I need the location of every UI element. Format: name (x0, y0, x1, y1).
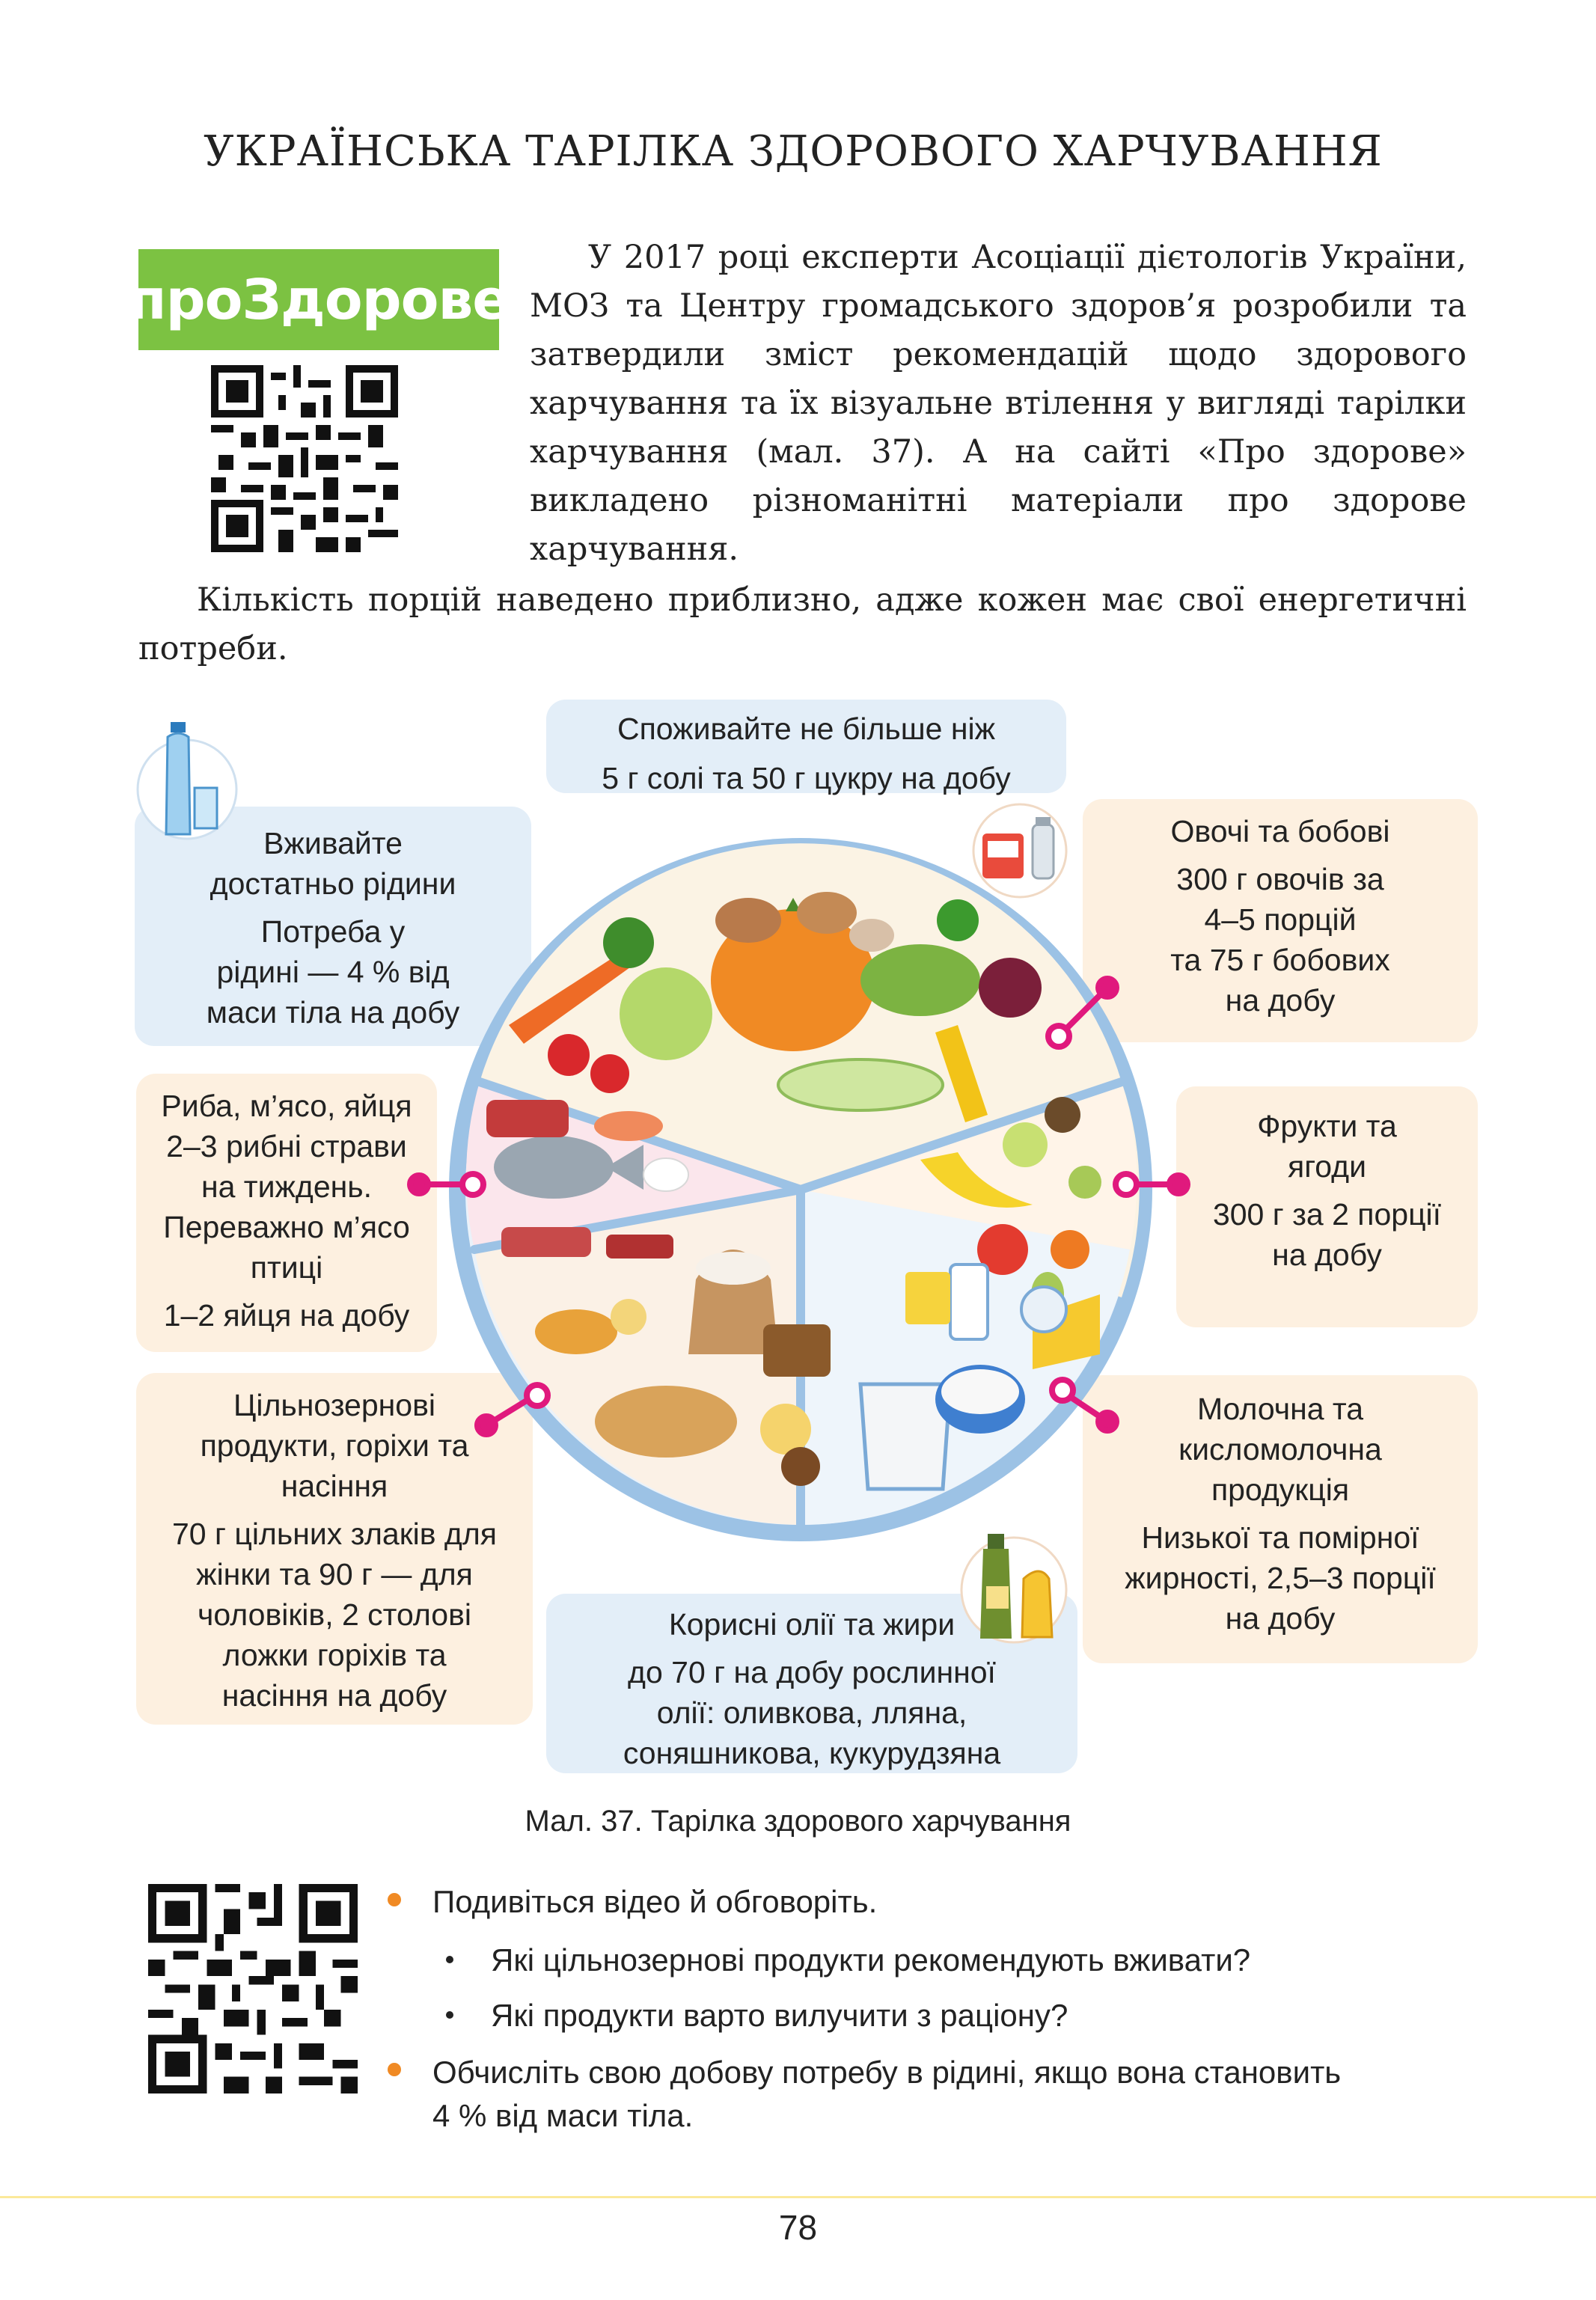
prozdorove-logo[interactable]: проЗдорове (138, 249, 499, 350)
question-1: Які цільнозернові продукти рекомендують вживати? (491, 1942, 1251, 1978)
fish-body-1: 2–3 рибні страви (166, 1129, 407, 1163)
oils-body-3: соняшникова, кукурудзяна (623, 1736, 1001, 1770)
task-bullet-dot (388, 1893, 401, 1906)
fish-body-4: птиці (250, 1250, 323, 1285)
question-2: Які продукти варто вилучити з раціону? (491, 1998, 1068, 2033)
dairy-body-1: Низької та помірної (1141, 1520, 1419, 1555)
liquid-body-3: маси тіла на добу (206, 995, 460, 1030)
salt-line-1: Споживайте не більше ніж (617, 712, 995, 746)
fruits-title-1: Фрукти та (1257, 1109, 1397, 1143)
dairy-title-1: Молочна та (1196, 1392, 1364, 1426)
grains-body-5: насіння на добу (221, 1678, 447, 1713)
grains-body-2: жінки та 90 г — для (196, 1557, 473, 1591)
grains-title-1: Цільнозернові (233, 1388, 435, 1422)
grains-body-3: чоловіків, 2 столові (198, 1597, 471, 1632)
fruits-title-2: ягоди (1288, 1149, 1366, 1184)
portions-note: Кількість порцій наведено приблизно, адже кожен має свої енергетичні потреби. (138, 581, 1467, 667)
liquid-body-2: рідині — 4 % від (216, 955, 450, 989)
task-watch: Подивіться відео й обговоріть. (432, 1884, 878, 1919)
fruits-body-2: на добу (1272, 1238, 1382, 1272)
footer-divider (0, 2196, 1596, 2198)
fish-body-2: на тиждень. (201, 1169, 373, 1204)
task-calc-line-2: 4 % від маси тіла. (432, 2098, 694, 2133)
vegetables-body-1: 300 г овочів за (1176, 862, 1384, 896)
page-number: 78 (778, 2208, 818, 2247)
fish-eggs: 1–2 яйця на добу (163, 1298, 410, 1333)
question-bullet (446, 2011, 453, 2019)
grains-body-1: 70 г цільних злаків для (172, 1517, 497, 1551)
grains-body-4: ложки горіхів та (222, 1638, 447, 1672)
video-qr-code-icon[interactable] (148, 1884, 358, 2093)
oils-title: Корисні олії та жири (668, 1607, 956, 1642)
salt-line-2: 5 г солі та 50 г цукру на добу (602, 761, 1011, 795)
fruits-body-1: 300 г за 2 порції (1212, 1197, 1442, 1232)
vegetables-body-3: та 75 г бобових (1170, 943, 1390, 977)
task-calc-line-1: Обчисліть свою добову потребу в рідині, якщо вона становить (432, 2055, 1342, 2090)
page-title: УКРАЇНСЬКА ТАРІЛКА ЗДОРОВОГО ХАРЧУВАННЯ (204, 127, 1383, 176)
dairy-body-3: на добу (1225, 1601, 1336, 1636)
liquid-title-1: Вживайте (263, 826, 403, 860)
oils-body-2: олії: оливкова, лляна, (656, 1695, 967, 1730)
fish-body-3: Переважно м’ясо (163, 1210, 410, 1244)
question-bullet (446, 1956, 453, 1963)
vegetables-body-2: 4–5 порцій (1204, 902, 1357, 937)
vegetables-title: Овочі та бобові (1170, 814, 1390, 848)
liquid-title-2: достатньо рідини (210, 866, 456, 901)
intro-paragraph: У 2017 році експерти Асоціації дієтологів України, МОЗ та Центру громадського здоров’я розробили та затвердили зміст рекомендацій щодо здорового харчування та їх візуальне втілення у вигляді тарілки харчування (мал. 37). А на сайті «Про здорове» викладено різноманітні матеріали про здорове харчування. (530, 239, 1467, 568)
grains-title-2: продукти, горіхи та (200, 1428, 469, 1463)
dairy-title-3: продукція (1211, 1472, 1350, 1507)
task-bullet-dot (388, 2063, 401, 2076)
oils-body-1: до 70 г на добу рослинної (628, 1655, 996, 1689)
grains-title-3: насіння (281, 1469, 388, 1503)
liquid-body-1: Потреба у (260, 914, 406, 949)
dairy-title-2: кисломолочна (1178, 1432, 1382, 1466)
dairy-body-2: жирності, 2,5–3 порції (1125, 1561, 1436, 1595)
vegetables-body-4: на добу (1225, 983, 1336, 1018)
figure-caption: Мал. 37. Тарілка здорового харчування (525, 1805, 1071, 1838)
fish-title: Риба, м’ясо, яйця (161, 1089, 412, 1123)
